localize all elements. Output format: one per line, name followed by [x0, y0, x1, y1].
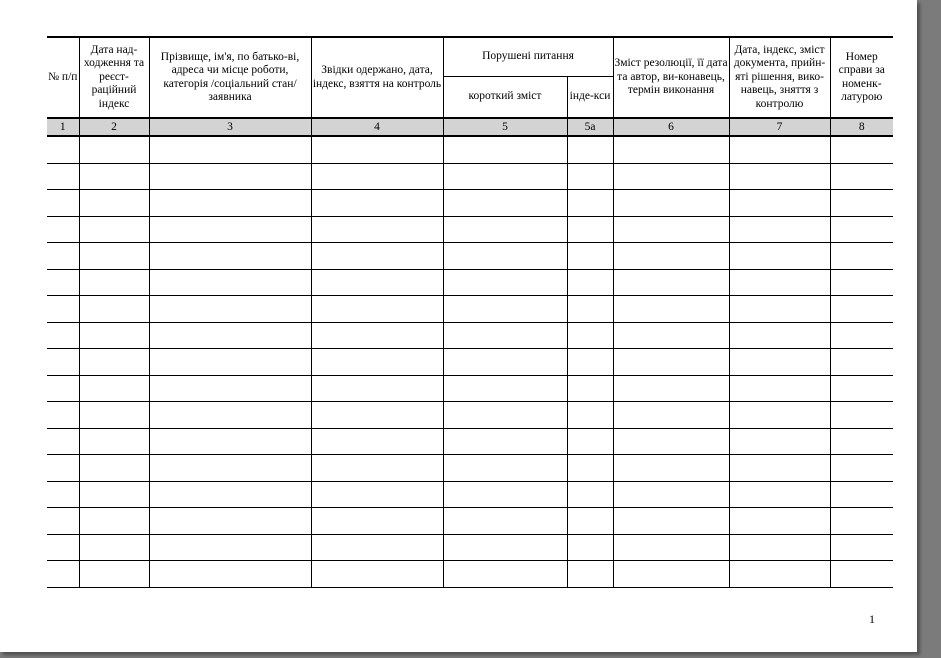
header-row: [47, 37, 893, 76]
table-cell: [79, 428, 149, 455]
table-cell: [47, 190, 79, 217]
table-cell: [47, 481, 79, 508]
table-cell: [830, 534, 893, 561]
table-cell: [311, 375, 443, 402]
table-cell: [47, 216, 79, 243]
table-cell: [729, 322, 830, 349]
table-cell: [47, 296, 79, 323]
table-cell: [830, 455, 893, 482]
table-row: [47, 534, 893, 561]
table-cell: [443, 136, 567, 163]
table-cell: [79, 561, 149, 588]
table-cell: [47, 508, 79, 535]
table-cell: [443, 428, 567, 455]
table-cell: [311, 163, 443, 190]
table-cell: [830, 243, 893, 270]
column-number: 5а: [567, 118, 613, 136]
header-number: № п/п: [47, 37, 79, 118]
table-cell: [443, 508, 567, 535]
table-cell: [79, 163, 149, 190]
table-cell: [729, 402, 830, 429]
table-cell: [830, 428, 893, 455]
table-cell: [47, 136, 79, 163]
table-cell: [79, 534, 149, 561]
column-number: 4: [311, 118, 443, 136]
table-cell: [830, 402, 893, 429]
table-cell: [149, 375, 311, 402]
table-cell: [830, 216, 893, 243]
table-cell: [830, 190, 893, 217]
table-cell: [567, 216, 613, 243]
table-cell: [149, 216, 311, 243]
table-cell: [567, 455, 613, 482]
table-cell: [729, 190, 830, 217]
table-cell: [149, 136, 311, 163]
table-cell: [729, 481, 830, 508]
table-cell: [729, 349, 830, 376]
table-cell: [79, 269, 149, 296]
table-cell: [567, 402, 613, 429]
column-number: 7: [729, 118, 830, 136]
table-cell: [311, 269, 443, 296]
table-cell: [830, 163, 893, 190]
table-cell: [567, 561, 613, 588]
table-cell: [830, 561, 893, 588]
table-cell: [443, 349, 567, 376]
table-cell: [729, 561, 830, 588]
table-row: [47, 136, 893, 163]
table-cell: [311, 534, 443, 561]
table-cell: [613, 322, 729, 349]
table-row: [47, 481, 893, 508]
table-cell: [729, 455, 830, 482]
table-cell: [443, 455, 567, 482]
table-cell: [47, 269, 79, 296]
table-cell: [149, 428, 311, 455]
table-cell: [613, 428, 729, 455]
header-short-content: короткий зміст: [443, 76, 567, 118]
column-number: 3: [149, 118, 311, 136]
table-cell: [149, 349, 311, 376]
table-cell: [79, 243, 149, 270]
table-cell: [729, 269, 830, 296]
table-cell: [567, 375, 613, 402]
table-cell: [47, 561, 79, 588]
table-cell: [149, 402, 311, 429]
table-cell: [613, 163, 729, 190]
table-cell: [567, 481, 613, 508]
table-cell: [443, 243, 567, 270]
table-cell: [830, 481, 893, 508]
table-cell: [311, 136, 443, 163]
table-cell: [567, 190, 613, 217]
table-cell: [443, 534, 567, 561]
table-cell: [567, 296, 613, 323]
table-cell: [729, 428, 830, 455]
table-cell: [613, 243, 729, 270]
table-cell: [79, 322, 149, 349]
table-row: [47, 243, 893, 270]
table-cell: [311, 508, 443, 535]
header-decision: Дата, індекс, зміст документа, прийн-яті рішення, вико-навець, зняття з контролю: [729, 37, 830, 118]
table-cell: [79, 349, 149, 376]
table-cell: [567, 136, 613, 163]
header-issues-raised: Порушені питання: [443, 37, 613, 76]
table-cell: [149, 243, 311, 270]
table-cell: [149, 322, 311, 349]
table-cell: [79, 455, 149, 482]
table-cell: [311, 216, 443, 243]
table-cell: [729, 534, 830, 561]
table-cell: [311, 349, 443, 376]
column-number: 6: [613, 118, 729, 136]
table-row: [47, 508, 893, 535]
table-cell: [79, 375, 149, 402]
table-cell: [47, 375, 79, 402]
table-cell: [149, 163, 311, 190]
column-number: 2: [79, 118, 149, 136]
table-cell: [311, 243, 443, 270]
table-cell: [311, 402, 443, 429]
table-cell: [47, 243, 79, 270]
header-applicant: Прізвище, ім'я, по батько-ві, адреса чи місце роботи, категорія /соціальний стан/ заявника: [149, 37, 311, 118]
table-cell: [567, 269, 613, 296]
table-cell: [729, 163, 830, 190]
header-receipt-date: Дата над-ходження та реєст-раційний індекс: [79, 37, 149, 118]
table-cell: [443, 269, 567, 296]
table-cell: [613, 375, 729, 402]
table-cell: [149, 296, 311, 323]
column-number: 1: [47, 118, 79, 136]
table-cell: [79, 296, 149, 323]
table-cell: [79, 481, 149, 508]
table-cell: [567, 428, 613, 455]
table-row: [47, 296, 893, 323]
table-row: [47, 322, 893, 349]
table-cell: [613, 481, 729, 508]
table-cell: [567, 508, 613, 535]
table-cell: [443, 296, 567, 323]
table-cell: [149, 481, 311, 508]
table-cell: [443, 163, 567, 190]
table-row: [47, 375, 893, 402]
table-cell: [79, 216, 149, 243]
table-cell: [613, 561, 729, 588]
table-cell: [613, 455, 729, 482]
header-case-number: Номер справи за номенк-латурою: [830, 37, 893, 118]
table-cell: [613, 136, 729, 163]
table-cell: [613, 402, 729, 429]
table-cell: [311, 296, 443, 323]
table-cell: [613, 508, 729, 535]
table-row: [47, 269, 893, 296]
table-cell: [149, 561, 311, 588]
table-cell: [149, 508, 311, 535]
table-cell: [311, 455, 443, 482]
table-cell: [443, 375, 567, 402]
table-cell: [567, 534, 613, 561]
table-cell: [47, 402, 79, 429]
table-cell: [443, 561, 567, 588]
table-cell: [613, 216, 729, 243]
table-cell: [443, 322, 567, 349]
header-indexes: інде-кси: [567, 76, 613, 118]
table-cell: [830, 508, 893, 535]
table-cell: [149, 269, 311, 296]
table-cell: [567, 322, 613, 349]
table-cell: [79, 402, 149, 429]
table-row: [47, 349, 893, 376]
table-cell: [830, 375, 893, 402]
table-cell: [311, 481, 443, 508]
table-cell: [729, 136, 830, 163]
table-cell: [79, 136, 149, 163]
table-cell: [613, 269, 729, 296]
table-row: [47, 402, 893, 429]
column-number: 8: [830, 118, 893, 136]
table-cell: [729, 296, 830, 323]
table-cell: [79, 190, 149, 217]
table-cell: [613, 190, 729, 217]
table-cell: [79, 508, 149, 535]
table-cell: [47, 163, 79, 190]
table-cell: [830, 269, 893, 296]
column-number-row: [47, 118, 893, 136]
table-cell: [47, 322, 79, 349]
appeals-register-table: [47, 36, 893, 588]
table-cell: [443, 481, 567, 508]
table-cell: [729, 216, 830, 243]
table-cell: [830, 322, 893, 349]
table-cell: [443, 190, 567, 217]
table-cell: [729, 375, 830, 402]
table-cell: [613, 296, 729, 323]
table-cell: [311, 428, 443, 455]
table-cell: [149, 455, 311, 482]
header-resolution: Зміст резолюції, її дата та автор, ви-конавець, термін виконання: [613, 37, 729, 118]
table-cell: [47, 349, 79, 376]
table-cell: [613, 349, 729, 376]
table-cell: [149, 190, 311, 217]
table-cell: [47, 455, 79, 482]
table-row: [47, 428, 893, 455]
header-source: Звідки одержано, дата, індекс, взяття на контроль: [311, 37, 443, 118]
table-cell: [149, 534, 311, 561]
table-cell: [443, 402, 567, 429]
table-cell: [567, 243, 613, 270]
table-row: [47, 455, 893, 482]
table-cell: [830, 136, 893, 163]
table-cell: [830, 296, 893, 323]
table-cell: [567, 349, 613, 376]
page-number: 1: [869, 612, 875, 626]
table-cell: [311, 561, 443, 588]
table-cell: [311, 190, 443, 217]
column-number: 5: [443, 118, 567, 136]
table-cell: [729, 508, 830, 535]
table-row: [47, 190, 893, 217]
table-cell: [567, 163, 613, 190]
table-cell: [443, 216, 567, 243]
table-row: [47, 561, 893, 588]
table-cell: [47, 428, 79, 455]
table-cell: [729, 243, 830, 270]
table-cell: [830, 349, 893, 376]
table-row: [47, 216, 893, 243]
table-cell: [613, 534, 729, 561]
table-cell: [311, 322, 443, 349]
table-row: [47, 163, 893, 190]
table-cell: [47, 534, 79, 561]
